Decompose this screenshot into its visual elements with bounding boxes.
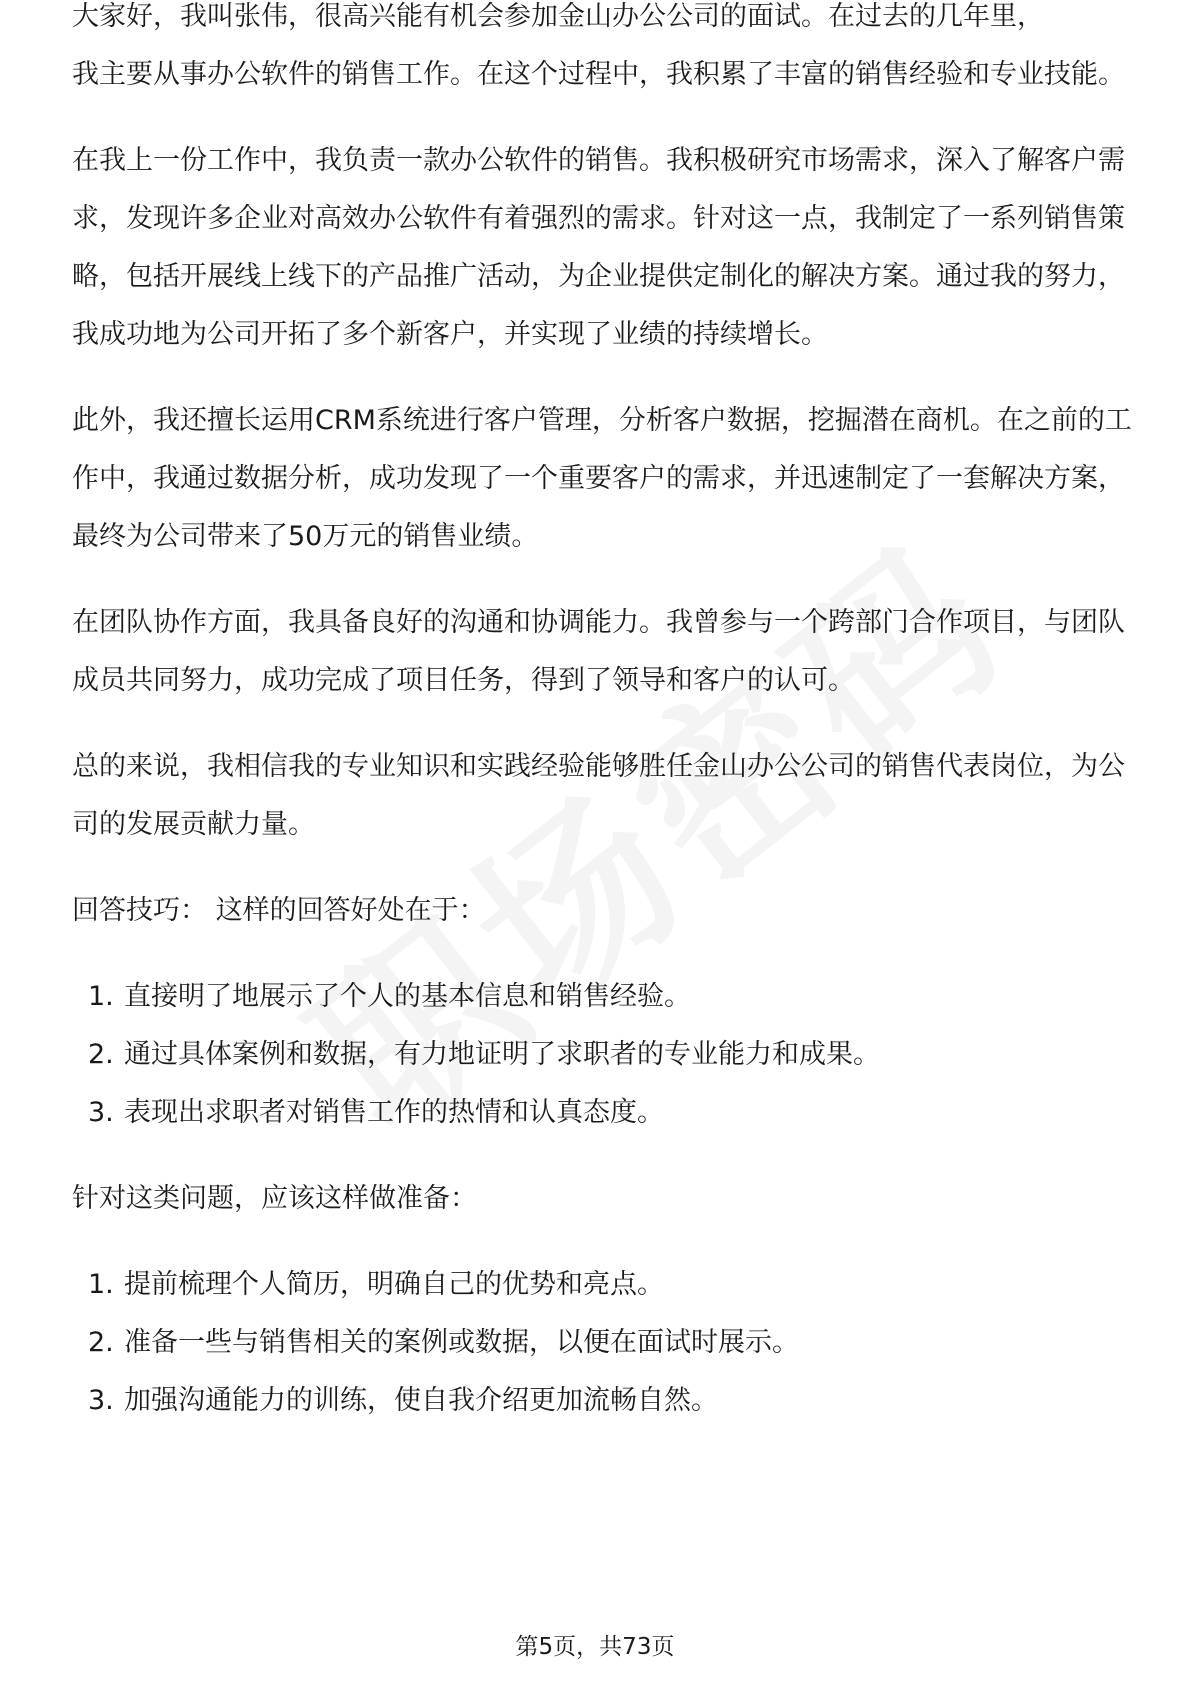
paragraph-text: 大家好，我叫张伟，很高兴能有机会参加金山办公公司的面试。在过去的几年里，: [72, 1, 1044, 32]
list-item: [72, 1314, 1132, 1372]
list-item: [72, 1084, 1132, 1142]
list-text: 通过具体案例和数据，有力地证明了求职者的专业能力和成果。: [124, 1039, 880, 1070]
list-item: [72, 1372, 1132, 1430]
tips-list: [72, 968, 1132, 1142]
paragraph: 总的来说，我相信我的专业知识和实践经验能够胜任金山办公公司的销售代表岗位，为公司的发展贡献力量。: [72, 751, 1125, 840]
list-text: 准备一些与销售相关的案例或数据，以便在面试时展示。: [124, 1327, 799, 1358]
list-number: 3.: [88, 1097, 114, 1128]
paragraph-cut-top: [72, 0, 1132, 46]
list-number: 2.: [88, 1039, 114, 1070]
paragraph: 我主要从事办公软件的销售工作。在这个过程中，我积累了丰富的销售经验和专业技能。: [72, 59, 1125, 90]
list-number: 2.: [88, 1327, 114, 1358]
list-number: 1.: [88, 981, 114, 1012]
prep-heading: 针对这类问题，应该这样做准备：: [72, 1183, 477, 1214]
list-text: 加强沟通能力的训练，使自我介绍更加流畅自然。: [124, 1385, 718, 1416]
list-item: [72, 968, 1132, 1026]
list-item: [72, 1026, 1132, 1084]
page-number: 第5页，共73页: [515, 1634, 675, 1660]
list-text: 表现出求职者对销售工作的热情和认真态度。: [124, 1097, 664, 1128]
list-number: 1.: [88, 1269, 114, 1300]
tips-heading: 回答技巧： 这样的回答好处在于：: [72, 895, 486, 926]
prep-list: [72, 1256, 1132, 1430]
paragraph: 在团队协作方面，我具备良好的沟通和协调能力。我曾参与一个跨部门合作项目，与团队成员共同努力，成功完成了项目任务，得到了领导和客户的认可。: [72, 607, 1125, 696]
document-body: [72, 1, 1132, 1458]
list-text: 提前梳理个人简历，明确自己的优势和亮点。: [124, 1269, 664, 1300]
paragraph: 此外，我还擅长运用CRM系统进行客户管理，分析客户数据，挖掘潜在商机。在之前的工作中，我通过数据分析，成功发现了一个重要客户的需求，并迅速制定了一套解决方案，最终为公司带来了50万元的销售业绩。: [72, 405, 1132, 552]
list-text: 直接明了地展示了个人的基本信息和销售经验。: [124, 981, 691, 1012]
paragraph: 在我上一份工作中，我负责一款办公软件的销售。我积极研究市场需求，深入了解客户需求，发现许多企业对高效办公软件有着强烈的需求。针对这一点，我制定了一系列销售策略，包括开展线上线下的产品推广活动，为企业提供定制化的解决方案。通过我的努力，我成功地为公司开拓了多个新客户，并实现了业绩的持续增长。: [72, 145, 1125, 350]
list-item: [72, 1256, 1132, 1314]
list-number: 3.: [88, 1385, 114, 1416]
